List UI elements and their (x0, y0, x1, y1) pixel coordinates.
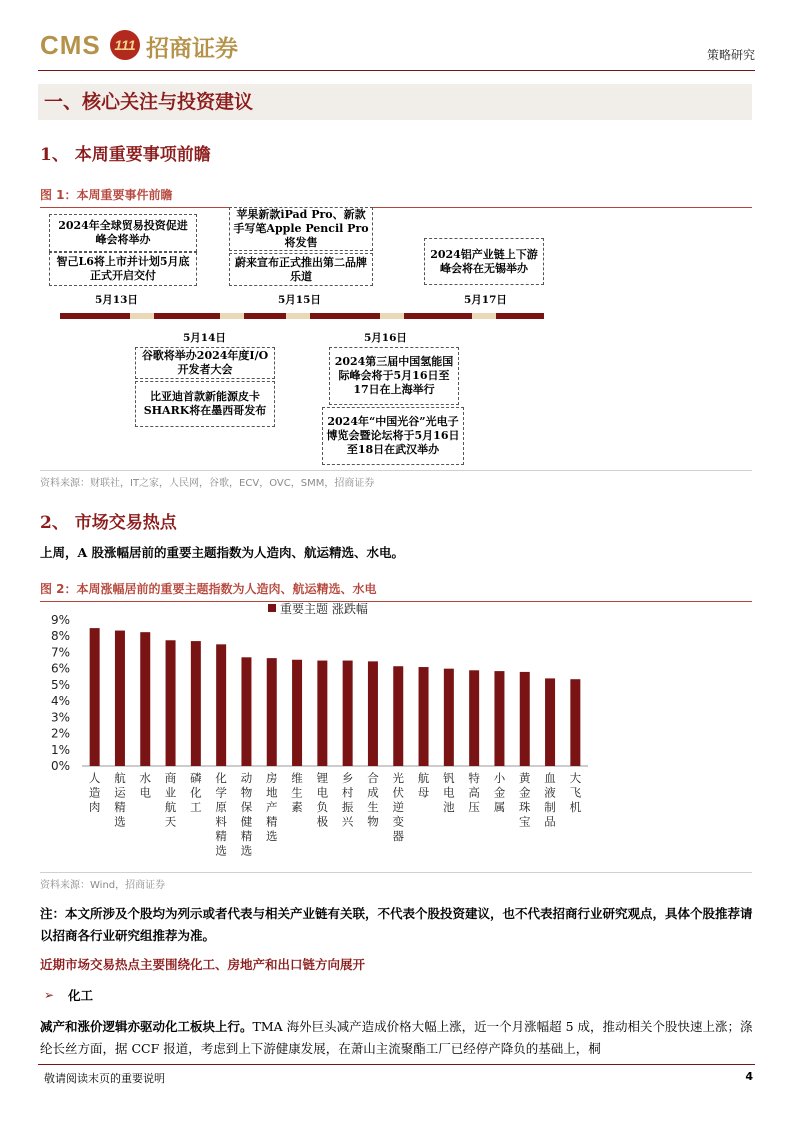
timeline-date-16: 5月16日 (364, 332, 407, 344)
x-tick-label: 特高压 (468, 771, 480, 814)
event-box-15a: 苹果新款iPad Pro、新款手写笔Apple Pencil Pro将发售 (229, 207, 373, 251)
figure-1-source: 资料来源：财联社，IT之家，人民网，谷歌，ECV，OVC，SMM，招商证券 (40, 470, 752, 489)
bar-3 (166, 640, 176, 766)
x-tick-label: 人造肉 (88, 771, 101, 814)
x-tick-label: 航运精选 (114, 771, 126, 829)
bullet-arrow-icon: ➢ (44, 988, 55, 1002)
bar-6 (241, 657, 251, 766)
x-tick-label: 钒电池 (443, 771, 455, 814)
bar-15 (469, 670, 479, 766)
y-tick-label: 7% (50, 645, 70, 660)
x-tick-label: 房地产精选 (266, 771, 278, 843)
bar-19 (570, 679, 580, 766)
bar-8 (292, 660, 302, 766)
chemical-paragraph-lead: 减产和涨价逻辑亦驱动化工板块上行。 (40, 1019, 253, 1034)
disclaimer-note: 注：本文所涉及个股均为列示或者代表与相关产业链有关联，不代表个股投资建议，也不代表招商行业研究观点，具体个股推荐请以招商各行业研究组推荐为准。 (40, 906, 753, 943)
subsection-title-2: 2、 市场交易热点 (40, 513, 177, 533)
y-tick-label: 5% (50, 677, 70, 692)
event-box-14b: 比亚迪首款新能源皮卡SHARK将在墨西哥发布 (135, 381, 275, 427)
x-tick-label: 水电 (139, 771, 151, 800)
event-box-15b: 蔚来宣布正式推出第二品牌乐道 (229, 253, 373, 286)
page-number: 4 (745, 1070, 753, 1083)
x-tick-label: 化学原料精选 (215, 771, 227, 858)
x-tick-label: 动物保健精选 (240, 771, 253, 858)
timeline-segment (220, 313, 244, 319)
legend-swatch (268, 604, 276, 612)
event-box-13a: 2024年全球贸易投资促进峰会将举办 (49, 214, 197, 252)
x-tick-label: 合成生物 (367, 771, 379, 829)
theme-index-bar-chart (40, 598, 752, 870)
chemical-paragraph-body: TMA 海外巨头减产造成价格大幅上涨，近一个月涨幅超 5 成，推动相关个股快速上涨；涤纶长丝方面，据 CCF 报道，考虑到上下游健康发展，在萧山主流聚酯工厂已经停产降负的基础上，桐 (40, 1019, 753, 1056)
market-lead-text: 上周，A 股涨幅居前的重要主题指数为人造肉、航运精选、水电。 (40, 545, 405, 560)
timeline-segment (286, 313, 310, 319)
x-tick-label: 光伏逆变器 (392, 771, 404, 843)
y-tick-label: 2% (50, 726, 70, 741)
event-box-13b: 智己L6将上市并计划5月底正式开启交付 (49, 252, 197, 286)
bar-13 (419, 667, 429, 766)
y-tick-label: 0% (50, 759, 70, 773)
section-title: 一、核心关注与投资建议 (38, 84, 752, 120)
y-tick-label: 9% (50, 613, 70, 627)
legend-label: 重要主题 涨跌幅 (280, 602, 368, 616)
bar-17 (520, 672, 530, 766)
timeline-date-17: 5月17日 (464, 294, 507, 306)
timeline-date-15: 5月15日 (278, 294, 321, 306)
timeline-date-14: 5月14日 (183, 332, 226, 344)
document-type: 策略研究 (706, 48, 755, 62)
bar-4 (191, 641, 201, 766)
bar-11 (368, 661, 378, 766)
timeline-segment (130, 313, 154, 319)
y-tick-label: 8% (50, 629, 70, 644)
footer-divider (38, 1064, 755, 1065)
x-tick-label: 乡村振兴 (341, 771, 354, 829)
figure-2-source: 资料来源：Wind，招商证券 (40, 872, 752, 891)
event-box-16b: 2024年“中国光谷”光电子博览会暨论坛将于5月16日至18日在武汉举办 (322, 407, 464, 465)
y-tick-label: 4% (50, 694, 70, 709)
subsection-title-1: 1、 本周重要事项前瞻 (40, 145, 211, 165)
timeline-segment (472, 313, 496, 319)
bar-10 (343, 661, 353, 766)
bar-7 (267, 658, 277, 766)
bar-9 (317, 661, 327, 766)
footer-note: 敬请阅读末页的重要说明 (44, 1072, 165, 1085)
bar-18 (545, 678, 555, 766)
timeline-segment (380, 313, 404, 319)
x-tick-label: 维生素 (291, 771, 303, 814)
figure-1-title: 图 1：本周重要事件前瞻 (40, 186, 752, 208)
event-box-17a: 2024铝产业链上下游峰会将在无锡举办 (424, 238, 544, 285)
bar-2 (140, 632, 150, 766)
bar-16 (494, 671, 504, 766)
x-tick-label: 磷化工 (190, 771, 202, 814)
x-tick-label: 锂电负极 (316, 771, 329, 829)
bar-1 (115, 631, 125, 766)
page-header (38, 28, 755, 72)
y-tick-label: 6% (50, 661, 70, 676)
figure-2-title: 图 2：本周涨幅居前的重要主题指数为人造肉、航运精选、水电 (40, 580, 752, 602)
bar-5 (216, 644, 226, 766)
chart-svg (40, 598, 752, 870)
event-box-14a: 谷歌将举办2024年度I/O开发者大会 (135, 347, 275, 379)
bullet-label-chemical: 化工 (68, 988, 94, 1003)
header-divider (38, 70, 755, 71)
x-tick-label: 航母 (417, 771, 430, 800)
chemical-paragraph (40, 1016, 754, 1060)
hotspot-heading: 近期市场交易热点主要围绕化工、房地产和出口链方向展开 (40, 957, 366, 972)
bar-0 (90, 628, 100, 766)
y-tick-label: 3% (50, 710, 70, 725)
timeline-date-13: 5月13日 (95, 294, 138, 306)
x-tick-label: 小金属 (493, 771, 506, 814)
bar-12 (393, 666, 403, 766)
x-tick-label: 血液制品 (544, 771, 556, 829)
x-tick-label: 黄金珠宝 (519, 771, 531, 829)
x-tick-label: 商业航天 (164, 771, 177, 829)
logo-mark-icon: 111 (110, 30, 140, 60)
bar-14 (444, 669, 454, 766)
logo-company-name: 招商证券 (146, 35, 238, 62)
event-box-16a: 2024第三届中国氢能国际峰会将于5月16日至17日在上海举行 (329, 347, 459, 405)
x-tick-label: 大飞机 (569, 771, 582, 814)
y-tick-label: 1% (50, 742, 70, 757)
logo-cms: CMS (40, 30, 101, 60)
